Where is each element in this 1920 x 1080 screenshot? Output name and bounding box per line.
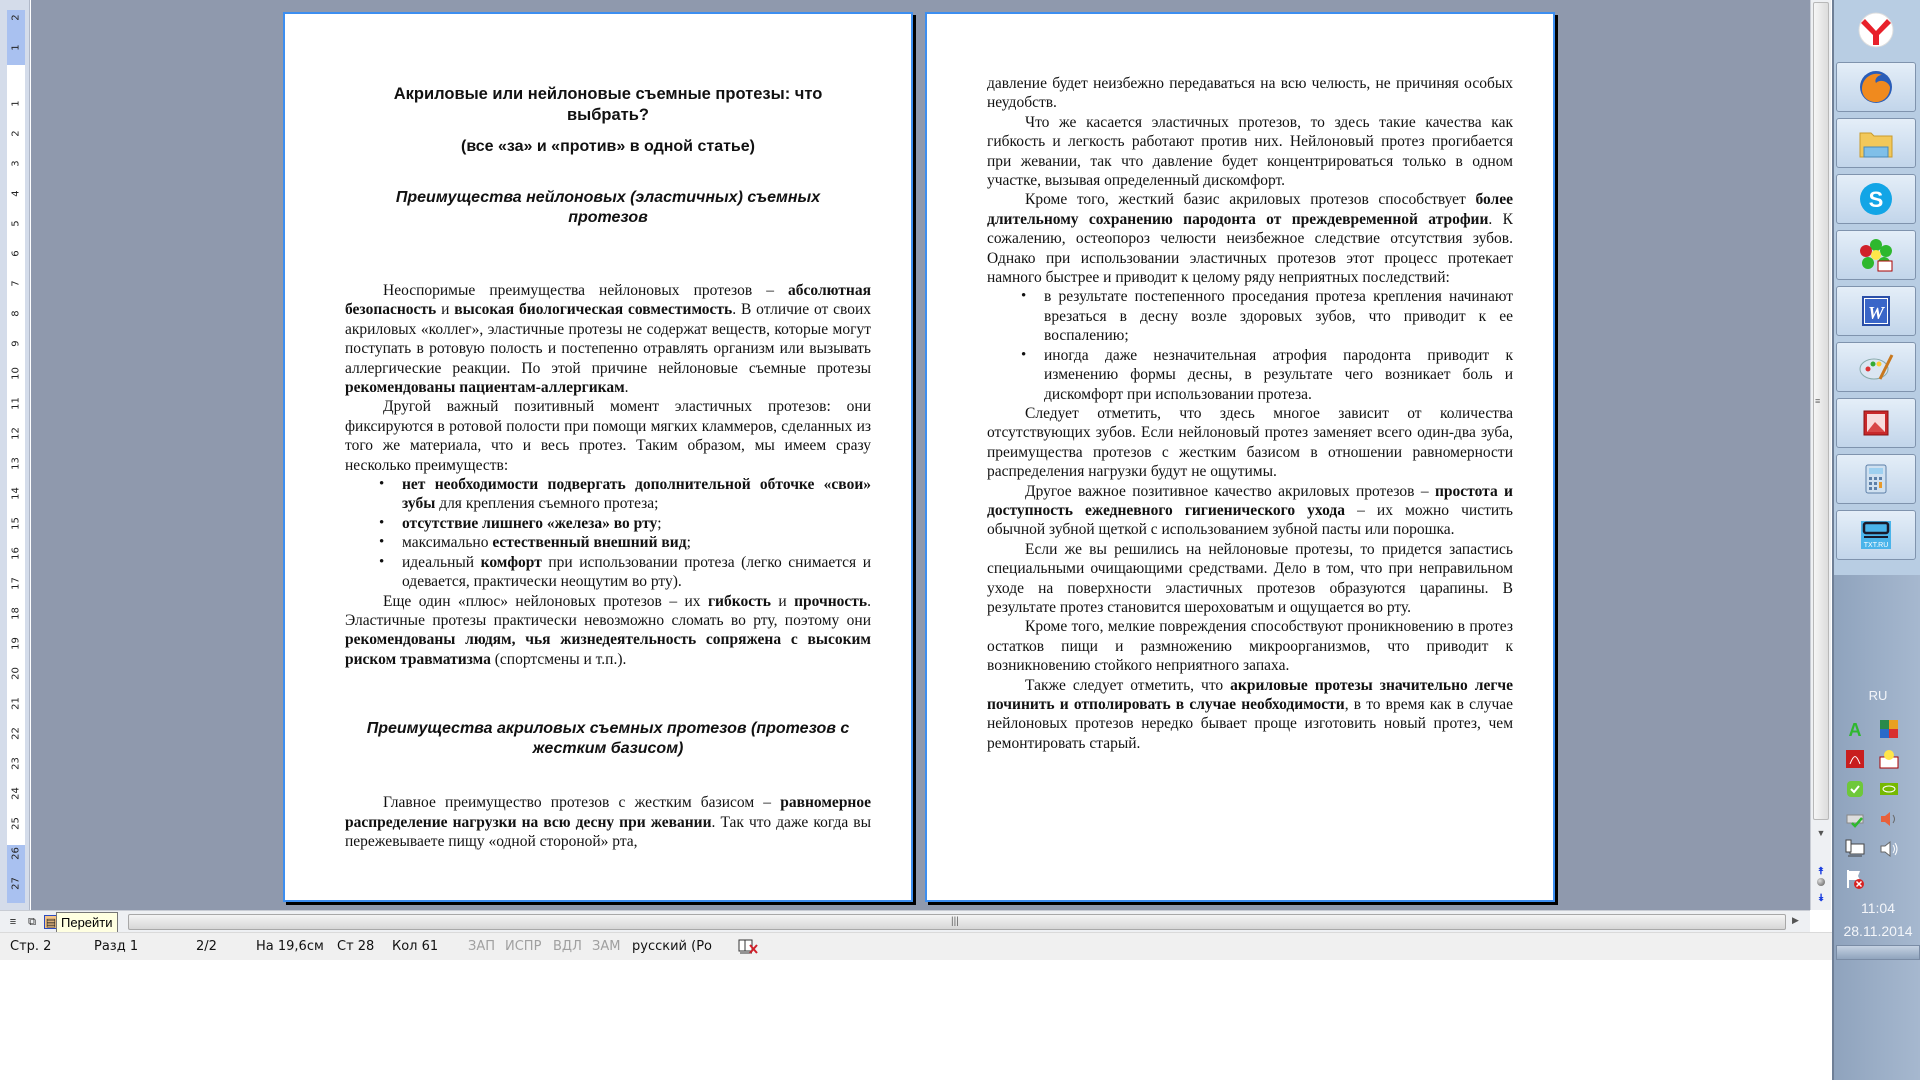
- document-page-2[interactable]: [925, 12, 1555, 902]
- next-page-icon[interactable]: ⯯: [1818, 893, 1824, 904]
- page-2-content[interactable]: [987, 74, 1513, 753]
- word-icon: [1856, 291, 1896, 331]
- paragraph: Если же вы решились на нейлоновые протезы, то придется запастись специальными очищающими средствами. Дело в том, что при неправильном уходе на поверхности эластичных протезов образуются царапины. В результате протез становится шероховатым и ощущается во рту.: [987, 540, 1513, 616]
- ruler-tick: 15: [10, 517, 22, 530]
- adobe-reader-icon[interactable]: [1844, 748, 1866, 770]
- ruler-tick: 27: [10, 877, 22, 890]
- avg-icon[interactable]: [1878, 718, 1900, 740]
- ruler-tick: 9: [10, 340, 22, 347]
- language-indicator[interactable]: RU: [1868, 688, 1888, 703]
- bullet-list: [345, 475, 871, 591]
- list-item: • нет необходимости подвергать дополнительной обточке «свои» зубы для крепления съемного протеза;: [402, 475, 871, 514]
- horizontal-scrollbar-row: [0, 910, 1810, 932]
- status-record-macro[interactable]: ЗАП: [468, 939, 496, 954]
- ruler-tick: 8: [10, 310, 22, 317]
- paragraph: Следует отметить, что здесь многое зависит от количества отсутствующих зубов. Если нейлоновый протез заменяет всего один-два зуба, преимущества протезов с жестким базисом в отношении равномерности распределения нагрузки будут не ощутимы.: [987, 404, 1513, 481]
- icq-icon: [1856, 235, 1896, 275]
- list-item: • максимально естественный внешний вид;: [402, 533, 871, 552]
- nvidia-icon[interactable]: [1878, 778, 1900, 800]
- taskbar-picture-manager[interactable]: [1836, 398, 1916, 448]
- taskbar-firefox[interactable]: [1836, 62, 1916, 112]
- picture-manager-icon: [1856, 403, 1896, 443]
- status-column[interactable]: Кол 61: [392, 939, 439, 954]
- antivirus-a-icon[interactable]: [1844, 718, 1866, 740]
- paragraph: Еще один «плюс» нейлоновых протезов – их гибкость и прочность. Эластичные протезы практически невозможно сломать во рту, поэтому они рекомендованы людям, чья жизнедеятельность сопряжена с высоким риском травматизма (спортсмены и т.п.).: [345, 592, 871, 668]
- previous-page-icon[interactable]: ⯭: [1818, 866, 1824, 877]
- taskbar-calculator[interactable]: [1836, 454, 1916, 504]
- paragraph: давление будет неизбежно передаваться на всю челюсть, не причиняя особых неудобств.: [987, 75, 1513, 112]
- status-page-count[interactable]: 2/2: [196, 939, 217, 954]
- tooltip: Перейти: [56, 912, 118, 933]
- ruler-tick: 2: [10, 130, 22, 137]
- paint-icon: [1856, 347, 1896, 387]
- section-heading-nylon: Преимущества нейлоновых (эластичных) съемных протезов: [395, 189, 821, 226]
- ruler-tick: 1: [10, 100, 22, 107]
- taskbar: [1832, 0, 1920, 1080]
- document-page-1[interactable]: [283, 12, 913, 902]
- ruler-tick: 12: [10, 427, 22, 440]
- ruler-tick: 4: [10, 190, 22, 197]
- status-language[interactable]: русский (Ро: [632, 939, 712, 954]
- vertical-ruler[interactable]: [0, 0, 30, 910]
- network-icon[interactable]: [1844, 838, 1866, 860]
- normal-view-button[interactable]: ≡: [9, 916, 17, 928]
- ruler-tick: 5: [10, 220, 22, 227]
- ruler-tick: 17: [10, 577, 22, 590]
- status-position[interactable]: На 19,6см: [256, 939, 324, 954]
- status-track-changes[interactable]: ИСПР: [505, 939, 542, 954]
- status-overtype[interactable]: ЗАМ: [592, 939, 621, 954]
- skype-icon: [1856, 179, 1896, 219]
- section-heading-acrylic: Преимущества акриловых съемных протезов (протезов с жестким базисом): [366, 720, 850, 758]
- volume-icon[interactable]: [1878, 838, 1900, 860]
- yandex-icon: [1856, 10, 1896, 50]
- grip-icon: ≡: [1815, 396, 1821, 406]
- ruler-tick: 19: [10, 637, 22, 650]
- select-browse-object-icon[interactable]: [1817, 878, 1825, 886]
- paragraph: Неоспоримые преимущества нейлоновых протезов – абсолютная безопасность и высокая биологическая совместимость. В отличие от своих акриловых «коллег», эластичные протезы не содержат веществ, которые могут поступать в ротовую полость и постепенно отравлять организм или вызывать аллергические реакции. По этой причине нейлоновые съемные протезы рекомендованы пациентам-аллергикам.: [345, 282, 872, 397]
- speaker-red-icon[interactable]: [1878, 808, 1900, 830]
- list-item: • в результате постепенного проседания протеза крепления начинают врезаться в десну возле здоровых зубов, что приводит к ее воспалению;: [1044, 287, 1513, 345]
- bullet-list: [987, 287, 1513, 403]
- ruler-ticks: [7, 0, 25, 905]
- list-item: • отсутствие лишнего «железа» во рту;: [402, 514, 871, 533]
- taskbar-paint[interactable]: [1836, 342, 1916, 392]
- list-item: • идеальный комфорт при использовании протеза (легко снимается и одевается, практически неощутим во рту).: [402, 553, 871, 592]
- action-center-flag-icon[interactable]: [1844, 868, 1866, 890]
- ruler-tick: 13: [10, 457, 22, 470]
- status-bar: [0, 932, 1832, 960]
- ruler-tick: 7: [10, 280, 22, 287]
- ruler-tick: 2: [10, 14, 22, 21]
- taskbar-icq[interactable]: [1836, 230, 1916, 280]
- icq-mail-icon[interactable]: [1878, 748, 1900, 770]
- taskbar-skype[interactable]: [1836, 174, 1916, 224]
- ruler-tick: 16: [10, 547, 22, 560]
- svg-text:TXT.RU: TXT.RU: [1863, 542, 1889, 549]
- paragraph: Кроме того, жесткий базис акриловых протезов способствует более длительному сохранению пародонта от преждевременной атрофии. К сожалению, остеопороз челюсти неизбежное следствие отсутствия зубов. Однако при использовании эластичных протезов этот процесс протекает намного быстрее и приводит к целому ряду неприятных последствий:: [987, 191, 1513, 287]
- svg-text:S: S: [1868, 187, 1884, 212]
- taskbar-text-ru[interactable]: [1836, 510, 1916, 560]
- horizontal-scrollbar[interactable]: [128, 914, 1786, 930]
- scroll-down-arrow-icon[interactable]: ▼: [1816, 828, 1826, 838]
- scroll-right-arrow-icon[interactable]: ▶: [1792, 915, 1799, 925]
- vertical-scrollbar[interactable]: [1810, 0, 1831, 910]
- ruler-tick: 14: [10, 487, 22, 500]
- page-1-content[interactable]: [345, 84, 871, 851]
- status-page[interactable]: Стр. 2: [10, 939, 52, 954]
- calculator-icon: [1856, 459, 1896, 499]
- svg-text:W: W: [1867, 303, 1885, 323]
- ruler-tick: 26: [10, 847, 22, 860]
- paragraph: Главное преимущество протезов с жестким базисом – равномерное распределение нагрузки на всю десну при жевании. Так что даже когда вы пережевываете пищу «одной стороной» рта,: [345, 794, 871, 850]
- paragraph: Кроме того, мелкие повреждения способствуют проникновению в протез остатков пищи и размножению микроорганизмов, что приводит к возникновению стойкого неприятного запаха.: [987, 618, 1513, 675]
- security-check-icon[interactable]: [1844, 778, 1866, 800]
- status-line[interactable]: Ст 28: [337, 939, 375, 954]
- taskbar-word[interactable]: [1836, 286, 1916, 336]
- ruler-tick: 11: [10, 397, 22, 410]
- folder-icon: [1856, 123, 1896, 163]
- ruler-tick: 1: [10, 44, 22, 51]
- ruler-tick: 18: [10, 607, 22, 620]
- document-workspace[interactable]: [31, 0, 1810, 910]
- taskbar-explorer[interactable]: [1836, 118, 1916, 168]
- vertical-scroll-thumb[interactable]: [1813, 2, 1829, 820]
- ruler-tick: 3: [10, 160, 22, 167]
- paragraph: Другой важный позитивный момент эластичных протезов: они фиксируются в ротовой полости при помощи мягких кламмеров, сделанных из того же материала, что и весь протез. Таким образом, мы имеем сразу несколько преимуществ:: [345, 398, 871, 474]
- firefox-icon: [1856, 67, 1896, 107]
- grip-icon: |||: [951, 916, 959, 927]
- text-ru-icon: [1856, 515, 1896, 555]
- document-title: Акриловые или нейлоновые съемные протезы: что выбрать?: [393, 85, 823, 124]
- clock-date[interactable]: 28.11.2014: [1843, 923, 1913, 939]
- ruler-tick: 23: [10, 757, 22, 770]
- print-layout-view-button[interactable]: ▤: [45, 917, 57, 929]
- document-subtitle: (все «за» и «против» в одной статье): [461, 138, 755, 155]
- ruler-tick: 22: [10, 727, 22, 740]
- show-desktop-button[interactable]: [1836, 945, 1920, 960]
- ruler-tick: 25: [10, 817, 22, 830]
- ruler-tick: 21: [10, 697, 22, 710]
- paragraph: Что же касается эластичных протезов, то здесь такие качества как гибкость и легкость работают против них. Нейлоновый протез прогибается при жевании, так что давление будет концентрироваться только в одном участке, вызывая определенный дискомфорт.: [987, 113, 1513, 190]
- paragraph: Также следует отметить, что акриловые протезы значительно легче починить и отполировать в случае необходимости, в то время как в случае нейлоновых протезов нередко бывает проще изготовить новый протез, чем ремонтировать старый.: [987, 676, 1513, 752]
- paragraph: Другое важное позитивное качество акриловых протезов – простота и доступность ежедневного гигиенического ухода – их можно чистить обычной зубной щеткой с использованием зубной пасты или порошка.: [987, 482, 1513, 539]
- printer-ok-icon[interactable]: [1844, 808, 1866, 830]
- svg-text:A: A: [1848, 720, 1862, 740]
- clock-time[interactable]: 11:04: [1861, 900, 1895, 916]
- status-extend-selection[interactable]: ВДЛ: [553, 939, 582, 954]
- list-item: • иногда даже незначительная атрофия пародонта приводит к изменению формы десны, в результате чего возникает боль и дискомфорт при использовании протеза.: [1044, 346, 1513, 404]
- ruler-tick: 24: [10, 787, 22, 800]
- taskbar-yandex-browser[interactable]: [1836, 5, 1916, 55]
- spelling-check-icon[interactable]: [738, 939, 758, 955]
- ruler-tick: 10: [10, 367, 22, 380]
- ruler-tick: 6: [10, 250, 22, 257]
- ruler-tick: 20: [10, 667, 22, 680]
- status-section[interactable]: Разд 1: [94, 939, 139, 954]
- web-layout-view-button[interactable]: ⧉: [28, 916, 36, 928]
